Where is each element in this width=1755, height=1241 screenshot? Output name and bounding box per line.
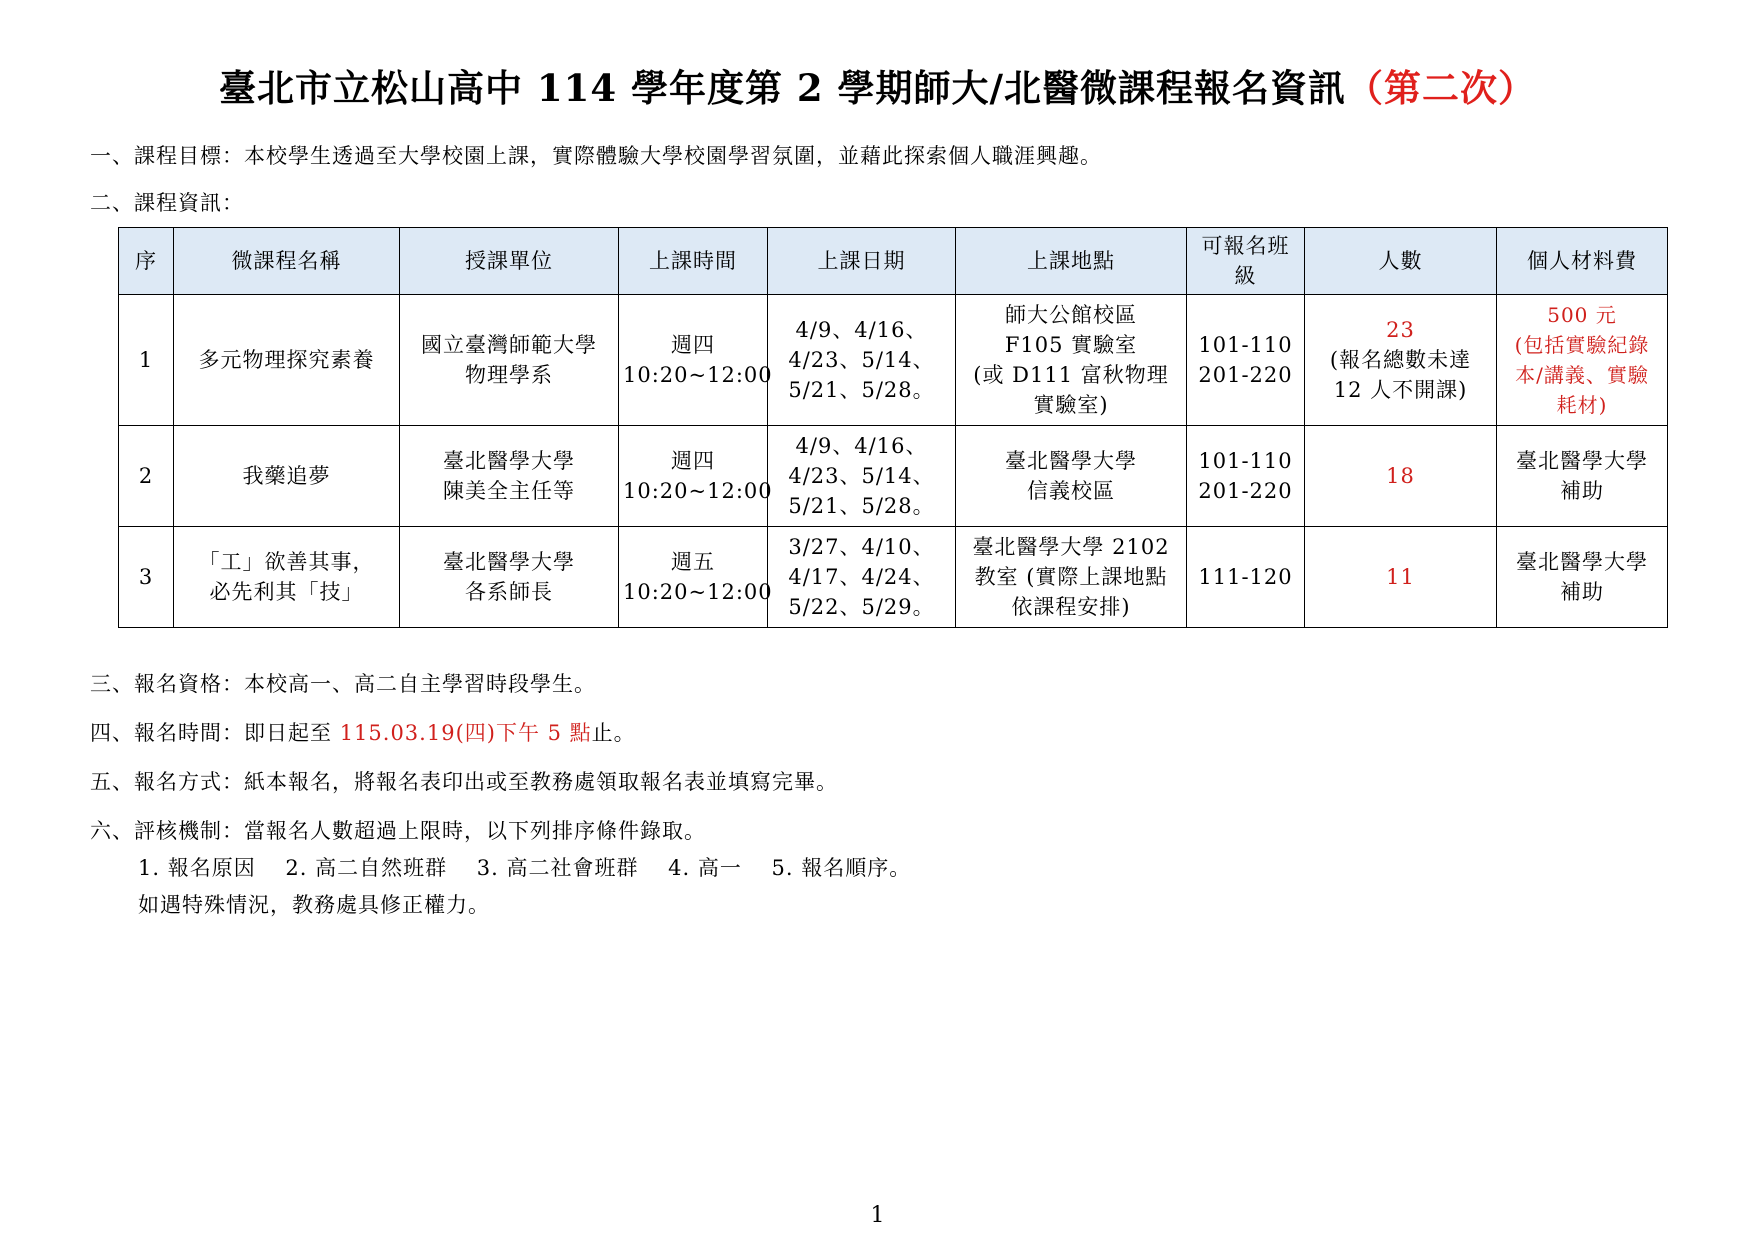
section-review-heading: 六、評核機制：當報名人數超過上限時，以下列排序條件錄取。 xyxy=(90,819,706,843)
row-dates-line: 4/23、5/14、 xyxy=(788,464,935,488)
review-criteria: 1. 報名原因 2. 高二自然班群 3. 高二社會班群 4. 高一 5. 報名順序。 xyxy=(138,856,912,880)
registration-time-prefix: 四、報名時間：即日起至 xyxy=(90,721,340,745)
section-registration-method: 五、報名方式：紙本報名，將報名表印出或至教務處領取報名表並填寫完畢。 xyxy=(90,770,838,794)
row-unit-line: 國立臺灣師範大學 xyxy=(421,333,597,357)
row-fee xyxy=(1497,527,1668,628)
header-unit: 授課單位 xyxy=(400,228,619,295)
page-number: 1 xyxy=(870,1203,885,1228)
row-time xyxy=(619,426,773,527)
row-place-line: 臺北醫學大學 2102 xyxy=(972,535,1170,559)
header-course-name: 微課程名稱 xyxy=(174,228,400,295)
page-title xyxy=(0,58,1755,112)
row-dates xyxy=(768,527,956,628)
review-note: 如遇特殊情況，教務處具修正權力。 xyxy=(138,893,490,917)
row-count-line: 18 xyxy=(1386,464,1415,488)
row-count xyxy=(1305,295,1497,426)
row-place-line: 教室 (實際上課地點 xyxy=(974,565,1168,589)
table-row xyxy=(119,426,1668,527)
row-classes-line: 201-220 xyxy=(1198,363,1293,387)
row-classes-line: 111-120 xyxy=(1198,565,1293,589)
row-place-line: 信義校區 xyxy=(1027,479,1115,503)
row-course-name-line: 「工」欲善其事， xyxy=(198,550,375,574)
row-no-line: 3 xyxy=(138,565,154,589)
row-dates-line: 5/21、5/28。 xyxy=(788,378,935,402)
row-dates-line: 5/21、5/28。 xyxy=(788,494,935,518)
row-dates-line: 4/9、4/16、 xyxy=(795,434,928,458)
page-title-main: 臺北市立松山高中 114 學年度第 2 學期師大/北醫微課程報名資訊 xyxy=(218,66,1347,110)
row-unit-line: 陳美全主任等 xyxy=(443,479,575,503)
row-no-line: 1 xyxy=(138,348,154,372)
registration-deadline: 115.03.19(四)下午 5 點 xyxy=(339,721,592,745)
row-place-line: (或 D111 富秋物理 xyxy=(973,363,1169,387)
row-fee-line: 臺北醫學大學 xyxy=(1516,550,1648,574)
row-place-line: F105 實驗室 xyxy=(1004,333,1138,357)
row-time-line: 10:20~12:00 xyxy=(623,580,773,604)
row-classes xyxy=(1187,295,1305,426)
row-fee-line: 臺北醫學大學 xyxy=(1516,449,1648,473)
page-title-suffix: （第二次） xyxy=(1346,66,1537,110)
row-course-name xyxy=(174,426,400,527)
row-course-name-line: 我藥追夢 xyxy=(242,464,331,488)
row-time xyxy=(619,295,773,426)
row-course-name-line: 必先利其「技」 xyxy=(209,580,364,604)
row-count-line: 11 xyxy=(1386,565,1415,589)
header-no: 序 xyxy=(119,228,174,295)
row-place-line: 實驗室) xyxy=(1033,393,1109,417)
row-no xyxy=(119,426,174,527)
row-fee xyxy=(1497,295,1668,426)
row-fee-line: 補助 xyxy=(1560,580,1604,604)
row-unit xyxy=(400,295,619,426)
row-unit-line: 臺北醫學大學 xyxy=(443,449,575,473)
row-place-line: 師大公館校區 xyxy=(1005,303,1137,327)
row-fee-line: 500 元 xyxy=(1547,303,1617,327)
row-fee-line: 本/講義、實驗 xyxy=(1515,363,1649,387)
row-count xyxy=(1305,527,1497,628)
header-time: 上課時間 xyxy=(619,228,768,295)
row-dates-line: 4/23、5/14、 xyxy=(788,348,935,372)
row-place-line: 依課程安排) xyxy=(1011,595,1131,619)
row-no-line: 2 xyxy=(138,464,154,488)
row-place xyxy=(956,527,1187,628)
registration-time-suffix: 止。 xyxy=(591,721,636,745)
row-unit xyxy=(400,527,619,628)
row-dates xyxy=(768,295,956,426)
row-place-line: 臺北醫學大學 xyxy=(1005,449,1137,473)
section-eligibility: 三、報名資格：本校高一、高二自主學習時段學生。 xyxy=(90,672,596,696)
row-fee-line: (包括實驗紀錄 xyxy=(1514,333,1650,357)
row-classes-line: 101-110 xyxy=(1198,333,1293,357)
header-fee: 個人材料費 xyxy=(1497,228,1668,295)
row-fee-line: 補助 xyxy=(1560,479,1604,503)
row-unit-line: 臺北醫學大學 xyxy=(443,550,575,574)
section-course-info-heading: 二、課程資訊： xyxy=(90,191,244,215)
row-unit-line: 物理學系 xyxy=(465,363,553,387)
row-count-line: 23 xyxy=(1386,318,1415,342)
table-row xyxy=(119,527,1668,628)
table-row xyxy=(119,295,1668,426)
row-dates xyxy=(768,426,956,527)
row-count-line: 12 人不開課) xyxy=(1333,378,1468,402)
row-time-line: 10:20~12:00 xyxy=(623,363,773,387)
row-course-name xyxy=(174,527,400,628)
header-classes: 可報名班級 xyxy=(1187,228,1305,295)
section-registration-time xyxy=(90,717,636,747)
section-course-goal: 一、課程目標：本校學生透過至大學校園上課，實際體驗大學校園學習氛圍，並藉此探索個人職涯興趣。 xyxy=(90,144,1102,168)
header-count: 人數 xyxy=(1305,228,1497,295)
row-classes xyxy=(1187,426,1305,527)
row-time-line: 10:20~12:00 xyxy=(623,479,773,503)
row-dates-line: 3/27、4/10、 xyxy=(788,535,935,559)
row-dates-line: 5/22、5/29。 xyxy=(788,595,935,619)
row-unit-line: 各系師長 xyxy=(465,580,553,604)
row-dates-line: 4/9、4/16、 xyxy=(795,318,928,342)
row-no xyxy=(119,527,174,628)
course-table xyxy=(118,227,1668,628)
header-dates: 上課日期 xyxy=(768,228,956,295)
row-classes xyxy=(1187,527,1305,628)
row-unit xyxy=(400,426,619,527)
header-place: 上課地點 xyxy=(956,228,1187,295)
row-fee-line: 耗材) xyxy=(1556,393,1608,417)
table-header-row xyxy=(119,228,1668,295)
row-course-name-line: 多元物理探究素養 xyxy=(198,348,375,372)
row-place xyxy=(956,426,1187,527)
row-classes-line: 201-220 xyxy=(1198,479,1293,503)
row-classes-line: 101-110 xyxy=(1198,449,1293,473)
row-no xyxy=(119,295,174,426)
row-course-name xyxy=(174,295,400,426)
row-place xyxy=(956,295,1187,426)
row-count-line: (報名總數未達 xyxy=(1329,348,1472,372)
row-time-line: 週四 xyxy=(671,449,715,473)
row-count xyxy=(1305,426,1497,527)
row-dates-line: 4/17、4/24、 xyxy=(788,565,935,589)
row-time-line: 週四 xyxy=(671,333,715,357)
row-time-line: 週五 xyxy=(671,550,715,574)
row-time xyxy=(619,527,773,628)
row-fee xyxy=(1497,426,1668,527)
